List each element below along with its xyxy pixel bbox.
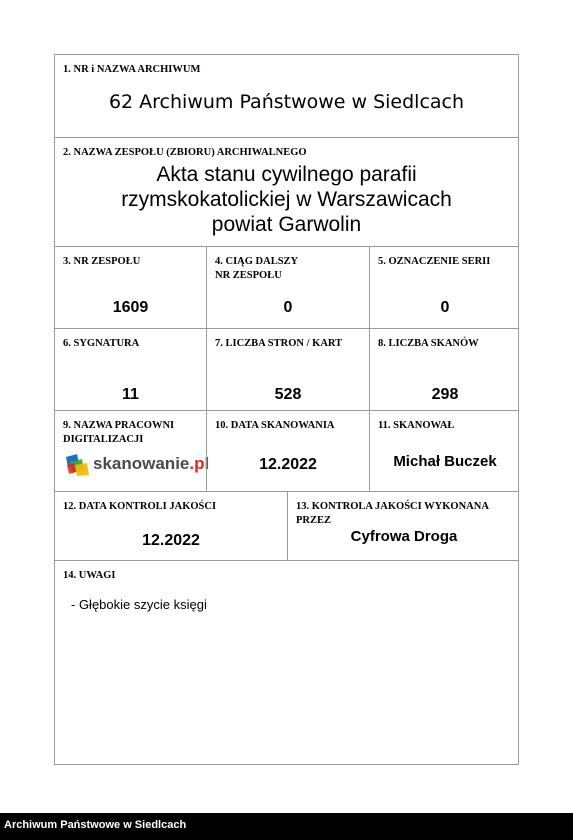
- pages-cell: [206, 329, 369, 410]
- fonds-name-line-3: powiat Garwolin: [211, 213, 362, 236]
- scanned-by-value: Michał Buczek: [393, 453, 497, 470]
- scans-label: 8. LICZBA SKANÓW: [378, 338, 479, 349]
- continuation-cell: [206, 247, 369, 328]
- fonds-name-label: 2. NAZWA ZESPOŁU (ZBIORU) ARCHIWALNEGO: [63, 147, 307, 158]
- logo-wordmark: [93, 454, 209, 474]
- scan-date-cell: [206, 411, 369, 491]
- scanner-logo-icon: [65, 453, 91, 477]
- fonds-name-line-1: Akta stanu cywilnego parafii: [156, 163, 417, 186]
- metadata-card: [54, 54, 519, 765]
- fonds-number-label: 3. NR ZESPOŁU: [63, 256, 141, 267]
- footer-bar: [0, 813, 573, 840]
- remarks-row: [55, 561, 518, 766]
- logo-suffix: .pl: [189, 454, 210, 473]
- footer-text: Archiwum Państwowe w Siedlcach: [4, 819, 187, 831]
- continuation-value: 0: [283, 299, 293, 316]
- studio-cell: [55, 411, 210, 491]
- archive-label: 1. NR i NAZWA ARCHIWUM: [63, 64, 201, 75]
- fonds-name-line-2: rzymskokatolickiej w Warszawicach: [121, 188, 452, 211]
- qc-date-cell: [55, 492, 287, 560]
- fonds-number-cell: [55, 247, 206, 328]
- archive-name: 62 Archiwum Państwowe w Siedlcach: [108, 91, 465, 113]
- signature-cell: [55, 329, 206, 410]
- pages-value: 528: [274, 386, 302, 403]
- remarks-label: 14. UWAGI: [63, 570, 116, 581]
- qc-date-value: 12.2022: [142, 532, 200, 549]
- pages-label: 7. LICZBA STRON / KART: [215, 338, 343, 349]
- scan-date-value: 12.2022: [259, 456, 317, 473]
- quality-control-row: [55, 492, 518, 561]
- qc-date-label: 12. DATA KONTROLI JAKOŚCI: [63, 501, 217, 512]
- scan-date-label: 10. DATA SKANOWANIA: [215, 420, 335, 431]
- scanned-by-cell: [369, 411, 520, 491]
- fonds-number-row: [55, 247, 518, 329]
- signature-label: 6. SYGNATURA: [63, 338, 140, 349]
- continuation-label: 4. CIĄG DALSZY NR ZESPOŁU: [215, 256, 299, 281]
- digitization-row: [55, 411, 518, 492]
- scans-value: 298: [431, 386, 459, 403]
- series-cell: [369, 247, 520, 328]
- scans-cell: [369, 329, 520, 410]
- signature-row: [55, 329, 518, 411]
- signature-value: 11: [122, 386, 139, 403]
- scanned-by-label: 11. SKANOWAŁ: [378, 420, 455, 431]
- qc-by-cell: [287, 492, 520, 560]
- archive-row: [55, 55, 518, 138]
- studio-label: 9. NAZWA PRACOWNI DIGITALIZACJI: [63, 420, 175, 445]
- remarks-note: - Głębokie szycie księgi: [71, 597, 207, 612]
- fonds-name-row: [55, 138, 518, 247]
- qc-by-label: 13. KONTROLA JAKOŚCI WYKONANA PRZEZ: [296, 501, 489, 526]
- series-value: 0: [440, 299, 450, 316]
- logo-text: skanowanie: [93, 454, 190, 473]
- fonds-number-value: 1609: [112, 299, 149, 316]
- series-label: 5. OZNACZENIE SERII: [378, 256, 491, 267]
- qc-by-value: Cyfrowa Droga: [350, 528, 458, 545]
